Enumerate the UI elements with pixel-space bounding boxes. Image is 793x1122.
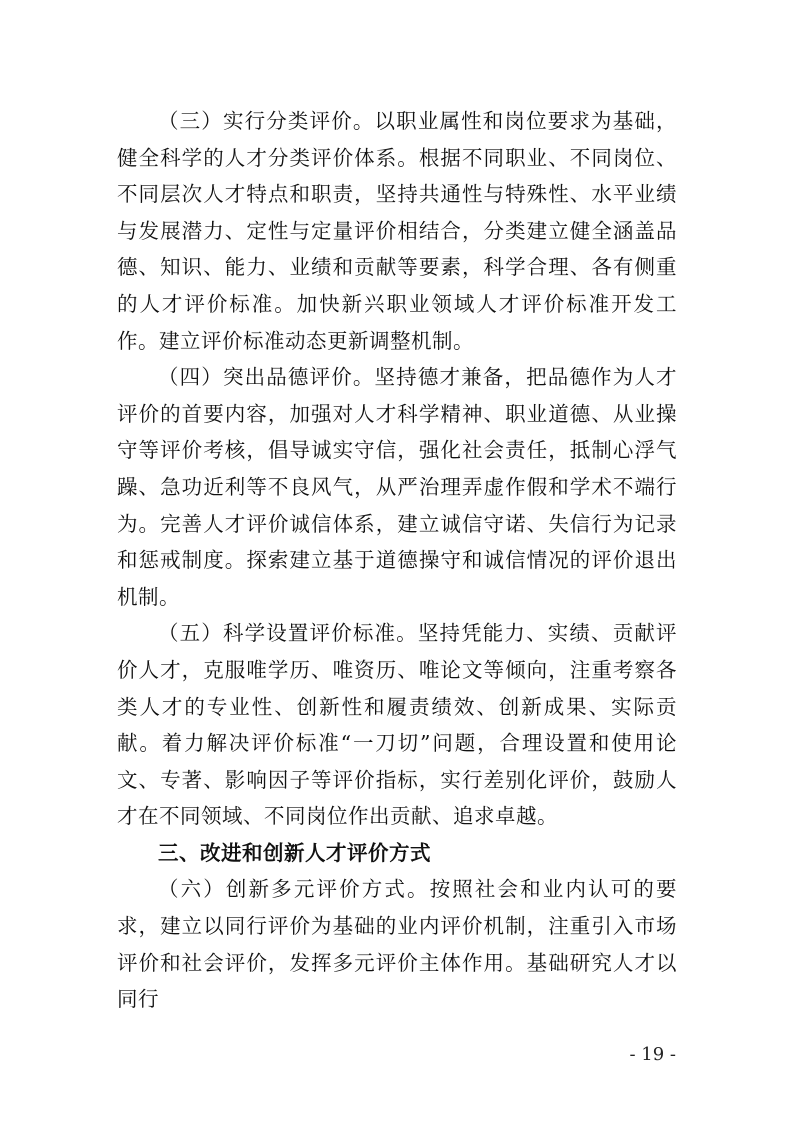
paragraph-classified-evaluation: （三）实行分类评价。以职业属性和岗位要求为基础，健全科学的人才分类评价体系。根据不同职业、不同岗位、不同层次人才特点和职责，坚持共通性与特殊性、水平业绩与发展潜力、定性与定量评价相结合，分类建立健全涵盖品德、知识、能力、业绩和贡献等要素，科学合理、各有侧重的人才评价标准。加快新兴职业领域人才评价标准开发工作。建立评价标准动态更新调整机制。 bbox=[117, 109, 677, 353]
paragraph-evaluation-standards: （五）科学设置评价标准。坚持凭能力、实绩、贡献评价人才，克服唯学历、唯资历、唯论文等倾向，注重考察各类人才的专业性、创新性和履责绩效、创新成果、实际贡献。着力解决评价标准“一刀切”问题，合理设置和使用论文、专著、影响因子等评价指标，实行差别化评价，鼓励人才在不同领域、不同岗位作出贡献、追求卓越。 bbox=[117, 621, 677, 829]
paragraph-moral-evaluation: （四）突出品德评价。坚持德才兼备，把品德作为人才评价的首要内容，加强对人才科学精神、职业道德、从业操守等评价考核，倡导诚实守信，强化社会责任，抵制心浮气躁、急功近利等不良风气，从严治理弄虚作假和学术不端行为。完善人才评价诚信体系，建立诚信守诺、失信行为记录和惩戒制度。探索建立基于道德操守和诚信情况的评价退出机制。 bbox=[117, 365, 677, 609]
paragraph-diverse-evaluation: （六）创新多元评价方式。按照社会和业内认可的要求，建立以同行评价为基础的业内评价机制，注重引入市场评价和社会评价，发挥多元评价主体作用。基础研究人才以同行 bbox=[117, 877, 677, 1012]
section-heading: 三、改进和创新人才评价方式 bbox=[158, 840, 431, 865]
document-body bbox=[117, 103, 677, 1018]
page-number: - 19 - bbox=[629, 1044, 676, 1065]
